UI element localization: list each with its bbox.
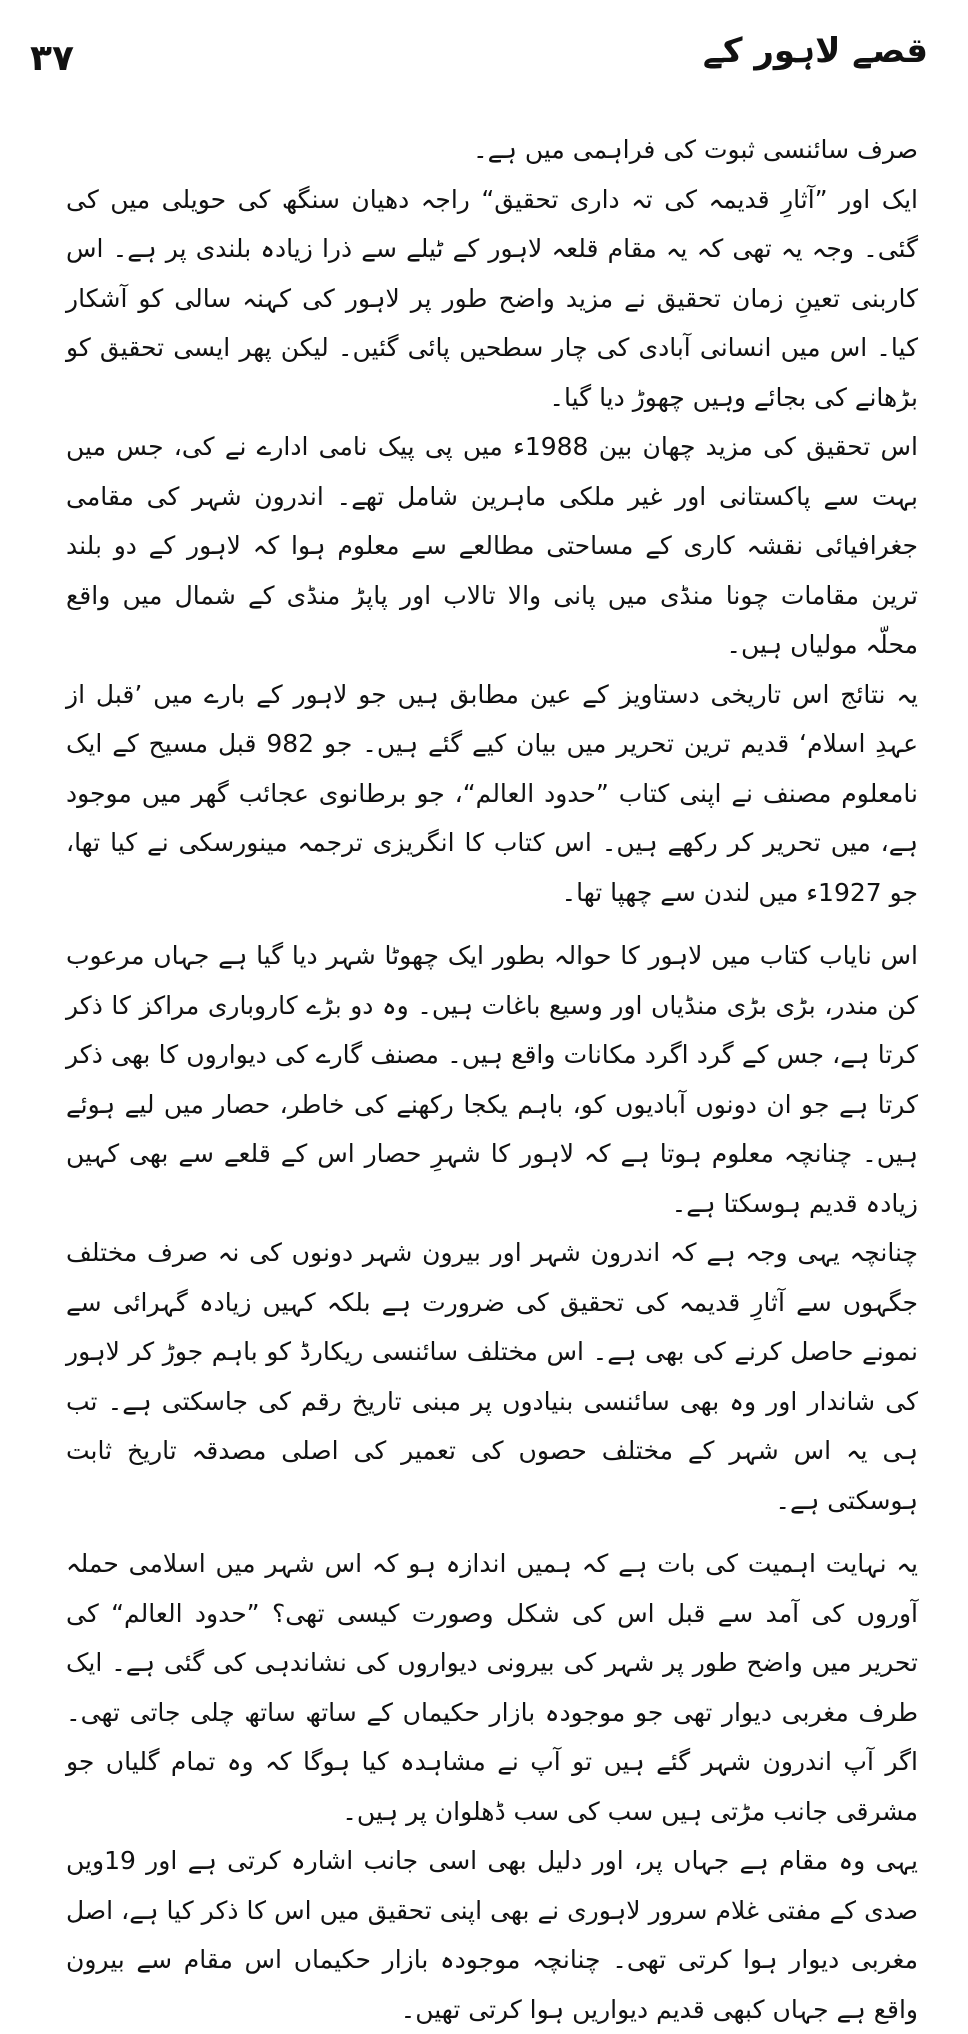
paragraph: صرف سائنسی ثبوت کی فراہمی میں ہے۔	[472, 135, 918, 164]
page-number: ۳۷	[30, 38, 74, 79]
paragraph: یہ نہایت اہمیت کی بات ہے کہ ہمیں اندازہ ہو کہ اس شہر میں اسلامی حملہ آوروں کی آمد سے قبل اس کی شکل وصورت کیسی تھی؟ ”حدود العالم“ کی تحریر میں واضح طور پر شہر کی بیرونی دیواروں کی نشاندہی کی گئی ہے۔ ایک طرف مغربی دیوار تھی جو موجودہ بازار حکیماں کے ساتھ ساتھ چلی جاتی تھی۔ اگر آپ اندرون شہر گئے ہیں تو آپ نے مشاہدہ کیا ہوگا کہ وہ تمام گلیاں جو مشرقی جانب مڑتی ہیں سب کی سب ڈھلوان پر ہیں۔	[66, 1549, 918, 1826]
paragraph: ایک اور ”آثارِ قدیمہ کی تہ داری تحقیق“ راجہ دھیان سنگھ کی حویلی میں کی گئی۔ وجہ یہ تھی کہ یہ مقام قلعہ لاہور کے ٹیلے سے ذرا زیادہ بلندی پر ہے۔ اس کاربنی تعینِ زمان تحقیق نے مزید واضح طور پر لاہور کی کہنہ سالی کو آشکار کیا۔ اس میں انسانی آبادی کی چار سطحیں پائی گئیں۔ لیکن پھر ایسی تحقیق کو بڑھانے کی بجائے وہیں چھوڑ دیا گیا۔	[66, 184, 918, 412]
paragraph: اس تحقیق کی مزید چھان بین 1988ء میں پی پیک نامی ادارے نے کی، جس میں بہت سے پاکستانی اور غیر ملکی ماہرین شامل تھے۔ اندرون شہر کی مقامی جغرافیائی نقشہ کاری کے مساحتی مطالعے سے معلوم ہوا کہ لاہور کے دو بلند ترین مقامات چونا منڈی میں پانی والا تالاب اور پاپڑ منڈی کے شمال میں واقع محلّہ مولیاں ہیں۔	[66, 432, 918, 659]
page-body	[66, 125, 918, 2034]
paragraph: یہی وہ مقام ہے جہاں پر، اور دلیل بھی اسی جانب اشارہ کرتی ہے اور 19ویں صدی کے مفتی غلام سرور لاہوری نے بھی اپنی تحقیق میں اس کا ذکر کیا ہے، اصل مغربی دیوار ہوا کرتی تھی۔ چنانچہ موجودہ بازار حکیماں اس مقام سے بیرون واقع ہے جہاں کبھی قدیم دیواریں ہوا کرتی تھیں۔	[66, 1846, 918, 2024]
paragraph: یہ نتائج اس تاریخی دستاویز کے عین مطابق ہیں جو لاہور کے بارے میں ’قبل از عہدِ اسلام‘ قدیم ترین تحریر میں بیان کیے گئے ہیں۔ جو 982 قبل مسیح کے ایک نامعلوم مصنف نے اپنی کتاب ”حدود العالم“، جو برطانوی عجائب گھر میں موجود ہے، میں تحریر کر رکھے ہیں۔ اس کتاب کا انگریزی ترجمہ مینورسکی نے کیا تھا، جو 1927ء میں لندن سے چھپا تھا۔	[66, 679, 918, 907]
paragraph: اس نایاب کتاب میں لاہور کا حوالہ بطور ایک چھوٹا شہر دیا گیا ہے جہاں مرعوب کن مندر، بڑی بڑی منڈیاں اور وسیع باغات ہیں۔ وہ دو بڑے کاروباری مراکز کا ذکر کرتا ہے، جس کے گرد اگرد مکانات واقع ہیں۔ مصنف گارے کی دیواروں کا بھی ذکر کرتا ہے جو ان دونوں آبادیوں کو، باہم یکجا رکھنے کی خاطر، حصار میں لیے ہوئے ہیں۔ چنانچہ معلوم ہوتا ہے کہ لاہور کا شہرِ حصار اس کے قلعے سے بھی کہیں زیادہ قدیم ہوسکتا ہے۔	[66, 941, 918, 1218]
running-title: قصے لاہور کے	[702, 31, 928, 71]
paragraph: چنانچہ یہی وجہ ہے کہ اندرون شہر اور بیرون شہر دونوں کی نہ صرف مختلف جگہوں سے آثارِ قدیمہ کی تحقیق کی ضرورت ہے بلکہ کہیں زیادہ گہرائی سے نمونے حاصل کرنے کی بھی ہے۔ اس مختلف سائنسی ریکارڈ کو باہم جوڑ کر لاہور کی شاندار اور وہ بھی سائنسی بنیادوں پر مبنی تاریخ رقم کی جاسکتی ہے۔ تب ہی یہ اس شہر کے مختلف حصوں کی تعمیر کی اصلی مصدقہ تاریخ ثابت ہوسکتی ہے۔	[66, 1238, 918, 1515]
page-header	[30, 30, 928, 86]
